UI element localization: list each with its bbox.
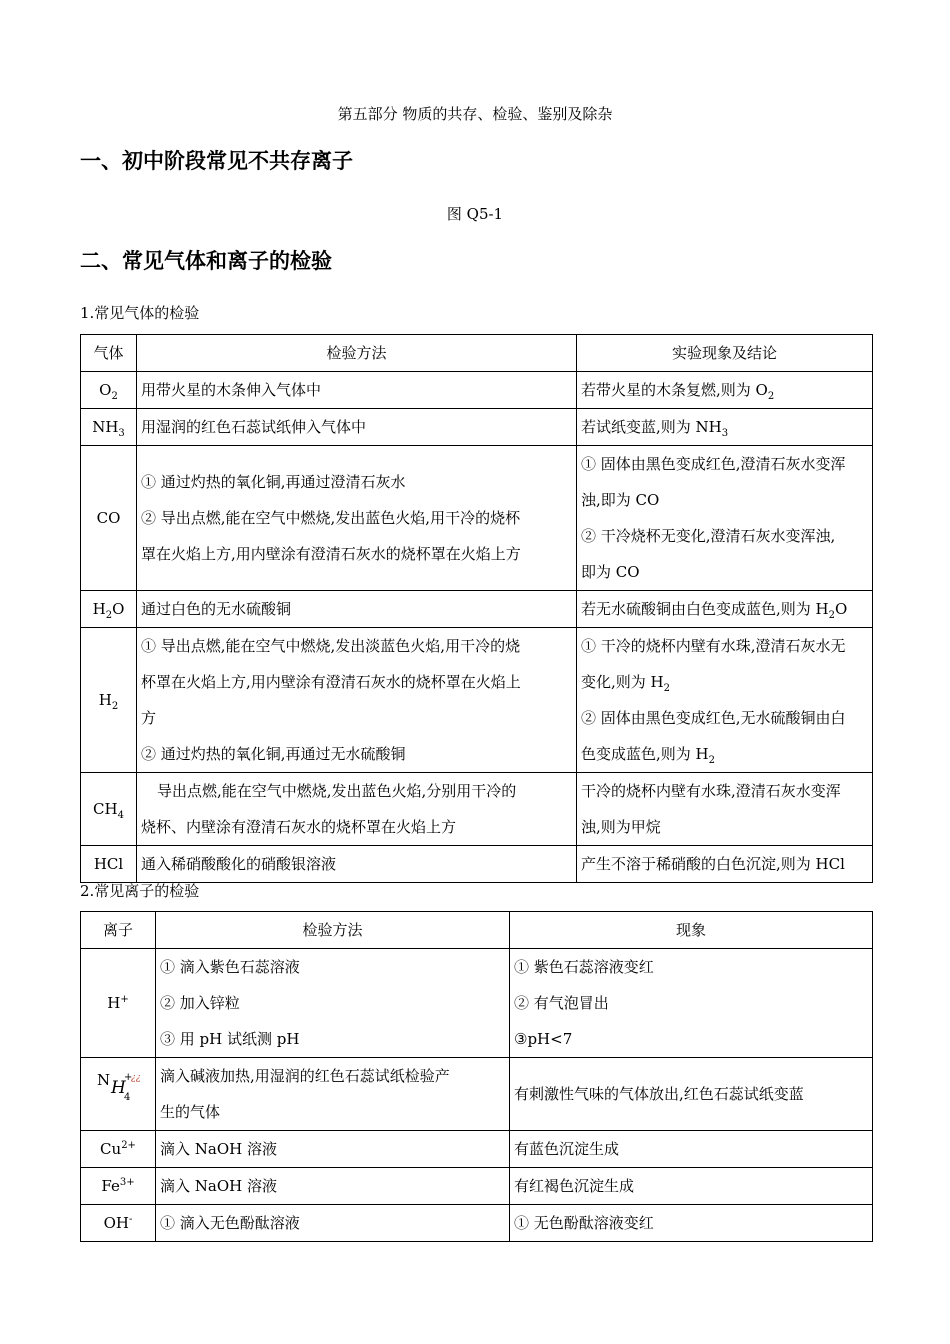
gas-cell (81, 372, 137, 409)
method-cell (137, 773, 577, 846)
result-line: 即为 CO (581, 563, 640, 581)
method-cell: 滴入 NaOH 溶液 (156, 1131, 510, 1168)
result-cell (577, 446, 873, 591)
ion-cell (81, 1058, 156, 1131)
method-line: 杯罩在火焰上方,用内壁涂有澄清石灰水的烧杯罩在火焰上 (141, 673, 521, 691)
result-cell (577, 409, 873, 446)
gas-cell (81, 628, 137, 773)
superscript: 2+ (121, 1140, 136, 1151)
result-cell: 产生不溶于稀硝酸的白色沉淀,则为 HCl (577, 846, 873, 883)
result-suffix: O (835, 600, 848, 618)
header-method: 检验方法 (137, 335, 577, 372)
method-cell (156, 949, 510, 1058)
result-line: ② 固体由黑色变成红色,无水硫酸铜由白 (581, 709, 846, 727)
figure-caption: 图 Q5-1 (446, 205, 504, 223)
result-cell: 有红褐色沉淀生成 (510, 1168, 873, 1205)
header-result: 实验现象及结论 (577, 335, 873, 372)
table-row-co (81, 446, 873, 591)
subscript: 2 (111, 701, 119, 712)
result-cell: ① 无色酚酞溶液变红 (510, 1205, 873, 1242)
gas-heading: 1.常见气体的检验 (80, 304, 200, 322)
subscript: 4 (124, 1091, 131, 1103)
result-text: 若试纸变蓝,则为 NH (581, 418, 722, 436)
gas-cell (81, 773, 137, 846)
table-header-row (81, 912, 873, 949)
ammonium-formula (93, 1070, 143, 1106)
method-cell: 通入稀硝酸酸化的硝酸银溶液 (137, 846, 577, 883)
subscript: 2 (111, 391, 118, 402)
subscript: 3 (721, 428, 729, 439)
table-row-hcl (81, 846, 873, 883)
result-cell (510, 949, 873, 1058)
table-row-fe-ion (81, 1168, 873, 1205)
header-phenomenon: 现象 (510, 912, 873, 949)
method-line: ② 加入锌粒 (160, 994, 240, 1012)
subscript: 2 (767, 391, 775, 402)
gas-cell: CO (81, 446, 137, 591)
method-line: ③ 用 pH 试纸测 pH (160, 1030, 300, 1048)
result-line (581, 664, 868, 700)
table-row-h2o (81, 591, 873, 628)
table-row-cu-ion (81, 1131, 873, 1168)
ion-name: H (107, 994, 121, 1012)
result-line: ① 紫色石蕊溶液变红 (514, 958, 654, 976)
result-line: ② 干冷烧杯无变化,澄清石灰水变浑浊, (581, 527, 836, 545)
section-heading-1: 一、初中阶段常见不共存离子 (80, 149, 353, 173)
table-row-h-ion (81, 949, 873, 1058)
method-line: 方 (141, 709, 157, 727)
method-cell: 滴入 NaOH 溶液 (156, 1168, 510, 1205)
table-row-o2 (81, 372, 873, 409)
section-heading-2: 二、常见气体和离子的检验 (80, 249, 332, 273)
result-line: ② 有气泡冒出 (514, 994, 609, 1012)
gas-name: NH (92, 418, 119, 436)
subscript: 2 (708, 755, 715, 766)
method-line: 烧杯、内壁涂有澄清石灰水的烧杯罩在火焰上方 (141, 818, 457, 836)
table-header-row (81, 335, 873, 372)
gas-cell: HCl (81, 846, 137, 883)
result-cell: 有蓝色沉淀生成 (510, 1131, 873, 1168)
gas-cell (81, 591, 137, 628)
header-gas: 气体 (81, 335, 137, 372)
ion-heading: 2.常见离子的检验 (80, 882, 200, 900)
result-line (581, 736, 868, 772)
ion-n: N (97, 1070, 111, 1089)
method-line: ① 通过灼热的氧化铜,再通过澄清石灰水 (141, 473, 406, 491)
result-cell (577, 372, 873, 409)
method-cell: ① 滴入无色酚酞溶液 (156, 1205, 510, 1242)
table-row-h2 (81, 628, 873, 773)
ion-name: OH (103, 1214, 129, 1232)
gas-test-table (80, 334, 873, 883)
ion-cell (81, 1131, 156, 1168)
method-line: ① 导出点燃,能在空气中燃烧,发出淡蓝色火焰,用干冷的烧 (141, 637, 521, 655)
subscript: 3 (118, 428, 125, 439)
table-row-nh3 (81, 409, 873, 446)
method-cell: 通过白色的无水硫酸铜 (137, 591, 577, 628)
result-line: ① 固体由黑色变成红色,澄清石灰水变浑 (581, 455, 846, 473)
subscript: 2 (828, 610, 835, 621)
result-line: 浊,即为 CO (581, 491, 660, 509)
gas-name-suffix: O (112, 600, 125, 618)
method-cell (137, 628, 577, 773)
gas-name: CH (93, 800, 118, 818)
result-cell (577, 773, 873, 846)
method-cell (156, 1058, 510, 1131)
ion-cell (81, 1205, 156, 1242)
result-cell (577, 628, 873, 773)
gas-name: H (98, 691, 112, 709)
part-title: 第五部分 物质的共存、检验、鉴别及除杂 (337, 105, 613, 123)
table-row-ch4 (81, 773, 873, 846)
gas-name: O (99, 381, 112, 399)
table-row-nh4-ion (81, 1058, 873, 1131)
subscript: 4 (117, 810, 124, 821)
result-line: ③pH<7 (514, 1030, 573, 1048)
gas-name: H (92, 600, 106, 618)
method-line: 罩在火焰上方,用内壁涂有澄清石灰水的烧杯罩在火焰上方 (141, 545, 521, 563)
result-cell: 有刺激性气味的气体放出,红色石蕊试纸变蓝 (510, 1058, 873, 1131)
header-ion: 离子 (81, 912, 156, 949)
result-text: 若带火星的木条复燃,则为 O (581, 381, 768, 399)
result-text: 若无水硫酸铜由白色变成蓝色,则为 H (581, 600, 829, 618)
result-cell (577, 591, 873, 628)
method-cell (137, 446, 577, 591)
superscript: + (120, 994, 129, 1005)
method-cell: 用湿润的红色石蕊试纸伸入气体中 (137, 409, 577, 446)
ion-h: H (111, 1077, 126, 1098)
ion-cell (81, 1168, 156, 1205)
subscript: 2 (105, 610, 113, 621)
header-method: 检验方法 (156, 912, 510, 949)
gas-cell (81, 409, 137, 446)
method-line: 生的气体 (160, 1103, 221, 1121)
superscript: + (124, 1071, 133, 1083)
result-text: 变化,则为 H (581, 673, 664, 691)
result-text: 色变成蓝色,则为 H (581, 745, 709, 763)
method-line: ① 滴入紫色石蕊溶液 (160, 958, 300, 976)
result-line: 干冷的烧杯内壁有水珠,澄清石灰水变浑 (581, 782, 841, 800)
table-row-oh-ion (81, 1205, 873, 1242)
result-line: 浊,则为甲烷 (581, 818, 661, 836)
method-cell: 用带火星的木条伸入气体中 (137, 372, 577, 409)
ion-name: Fe (101, 1177, 120, 1195)
superscript: - (129, 1214, 133, 1225)
ion-name: Cu (100, 1140, 122, 1158)
subscript: 2 (663, 683, 670, 694)
method-line: ② 通过灼热的氧化铜,再通过无水硫酸铜 (141, 745, 406, 763)
result-line: ① 干冷的烧杯内壁有水珠,澄清石灰水无 (581, 637, 846, 655)
method-line: 导出点燃,能在空气中燃烧,发出蓝色火焰,分别用干冷的 (157, 782, 517, 800)
ion-cell (81, 949, 156, 1058)
method-line: 滴入碱液加热,用湿润的红色石蕊试纸检验产 (160, 1067, 450, 1085)
garbled-mark: ¿¿ (131, 1072, 141, 1083)
ion-test-table (80, 911, 873, 1242)
method-line: ② 导出点燃,能在空气中燃烧,发出蓝色火焰,用干冷的烧杯 (141, 509, 521, 527)
superscript: 3+ (119, 1177, 135, 1188)
